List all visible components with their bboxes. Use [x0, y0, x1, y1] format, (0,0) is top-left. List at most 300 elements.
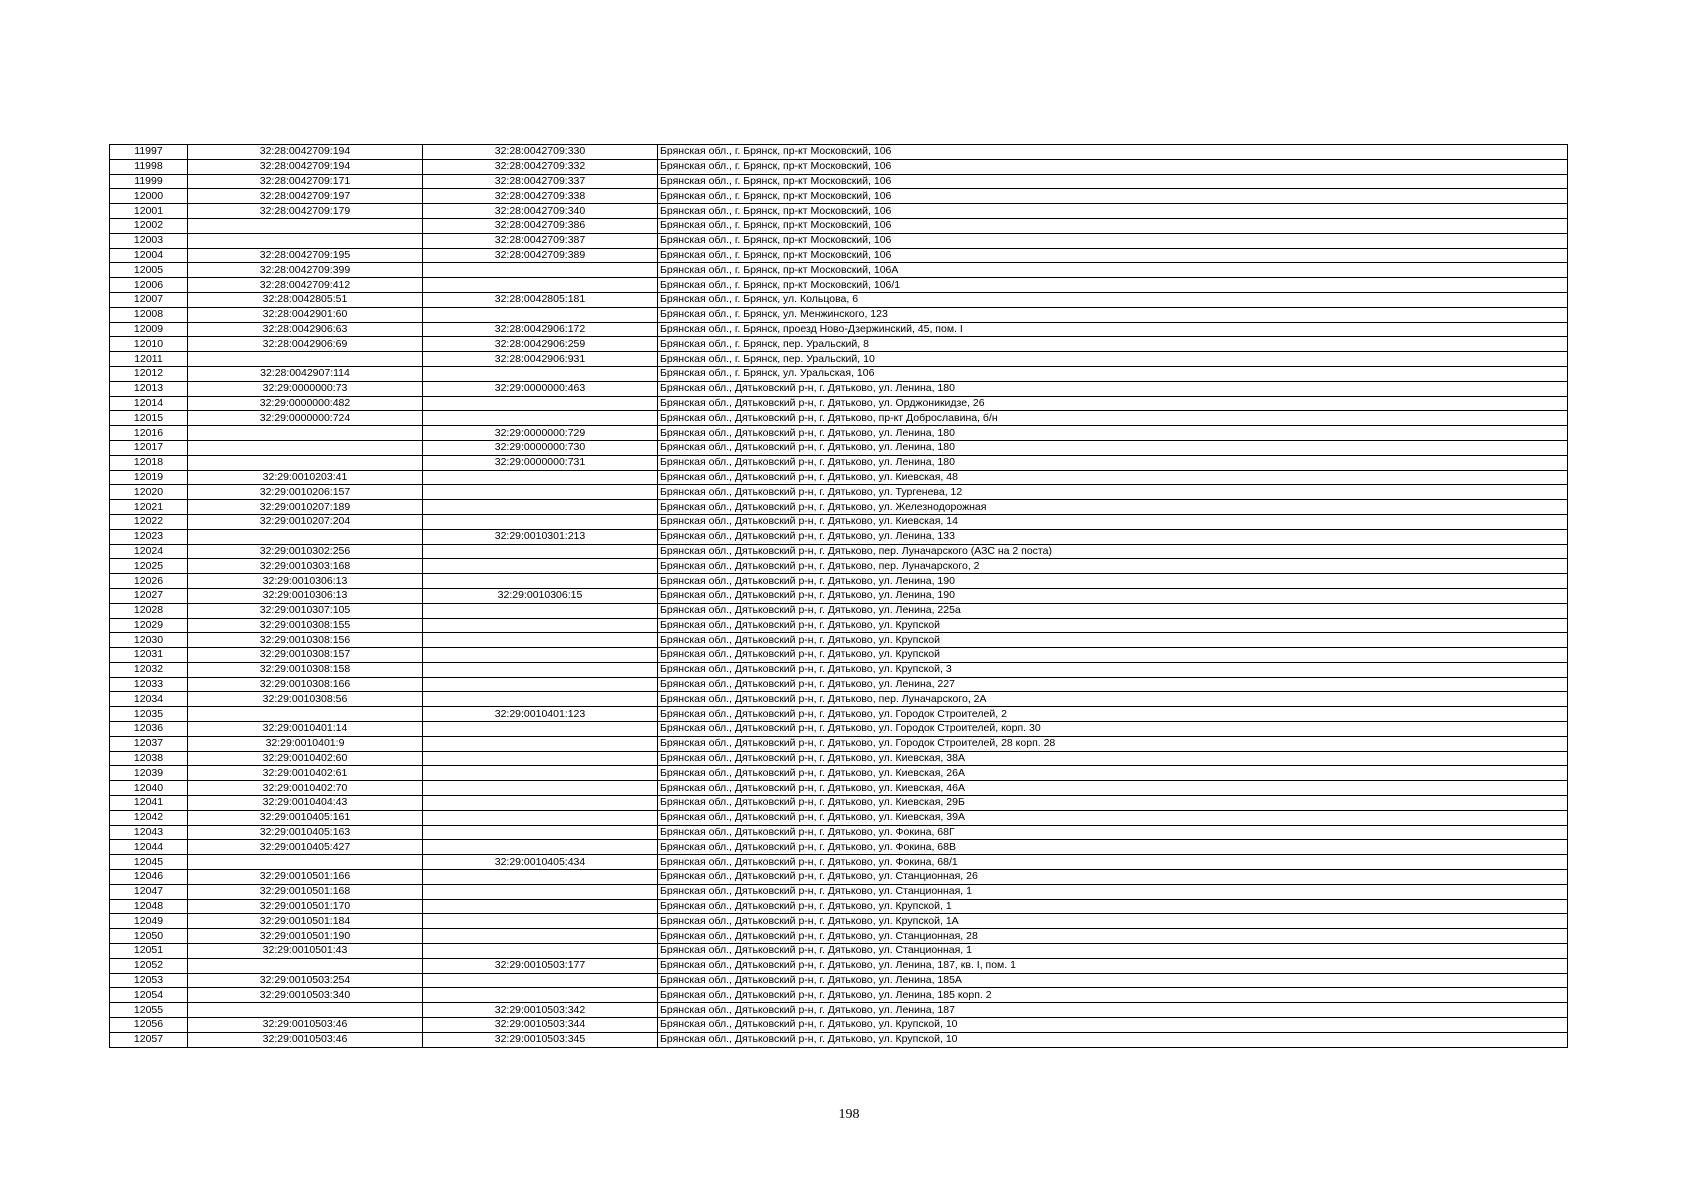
address-cell: Брянская обл., Дятьковский р-н, г. Дятьково, ул. Тургенева, 12: [658, 485, 1568, 500]
row-number-cell: 12043: [110, 825, 188, 840]
cadastral-number-cell: 32:29:0010308:166: [188, 677, 423, 692]
table-row: [110, 870, 1568, 885]
related-cadastral-number-cell: [423, 766, 658, 781]
cadastral-number-cell: 32:28:0042709:399: [188, 263, 423, 278]
related-cadastral-number-cell: 32:28:0042709:332: [423, 159, 658, 174]
address-cell: Брянская обл., Дятьковский р-н, г. Дятьково, ул. Ленина, 180: [658, 455, 1568, 470]
cadastral-number-cell: [188, 352, 423, 367]
related-cadastral-number-cell: [423, 500, 658, 515]
address-cell: Брянская обл., Дятьковский р-н, г. Дятьково, ул. Крупской: [658, 648, 1568, 663]
table-row: [110, 633, 1568, 648]
address-cell: Брянская обл., Дятьковский р-н, г. Дятьково, ул. Крупской, 10: [658, 1018, 1568, 1033]
table-row: [110, 514, 1568, 529]
related-cadastral-number-cell: 32:29:0010503:177: [423, 958, 658, 973]
cadastral-number-cell: 32:29:0010303:168: [188, 559, 423, 574]
row-number-cell: 12037: [110, 736, 188, 751]
cadastral-number-cell: [188, 455, 423, 470]
related-cadastral-number-cell: [423, 278, 658, 293]
table-row: [110, 677, 1568, 692]
cadastral-number-cell: 32:29:0010402:61: [188, 766, 423, 781]
table-row: [110, 781, 1568, 796]
cadastral-number-cell: 32:29:0000000:73: [188, 381, 423, 396]
address-cell: Брянская обл., Дятьковский р-н, г. Дятьково, ул. Городок Строителей, 2: [658, 707, 1568, 722]
cadastral-number-cell: 32:28:0042709:195: [188, 248, 423, 263]
address-cell: Брянская обл., Дятьковский р-н, г. Дятьково, ул. Станционная, 28: [658, 929, 1568, 944]
table-row: [110, 485, 1568, 500]
related-cadastral-number-cell: [423, 307, 658, 322]
related-cadastral-number-cell: 32:29:0010306:15: [423, 588, 658, 603]
row-number-cell: 12021: [110, 500, 188, 515]
table-row: [110, 470, 1568, 485]
table-row: [110, 337, 1568, 352]
related-cadastral-number-cell: 32:29:0010401:123: [423, 707, 658, 722]
related-cadastral-number-cell: [423, 366, 658, 381]
address-cell: Брянская обл., г. Брянск, пр-кт Московский, 106/1: [658, 278, 1568, 293]
row-number-cell: 12044: [110, 840, 188, 855]
row-number-cell: 12053: [110, 973, 188, 988]
row-number-cell: 12027: [110, 588, 188, 603]
address-cell: Брянская обл., Дятьковский р-н, г. Дятьково, ул. Киевская, 29Б: [658, 796, 1568, 811]
address-cell: Брянская обл., Дятьковский р-н, г. Дятьково, ул. Крупской, 3: [658, 662, 1568, 677]
address-cell: Брянская обл., г. Брянск, пр-кт Московский, 106: [658, 159, 1568, 174]
related-cadastral-number-cell: 32:28:0042709:387: [423, 233, 658, 248]
address-cell: Брянская обл., Дятьковский р-н, г. Дятьково, ул. Фокина, 68Г: [658, 825, 1568, 840]
table-row: [110, 722, 1568, 737]
address-cell: Брянская обл., г. Брянск, пр-кт Московский, 106: [658, 204, 1568, 219]
address-cell: Брянская обл., Дятьковский р-н, г. Дятьково, ул. Крупской, 10: [658, 1032, 1568, 1047]
address-cell: Брянская обл., Дятьковский р-н, г. Дятьково, ул. Крупской: [658, 618, 1568, 633]
table-row: [110, 411, 1568, 426]
address-cell: Брянская обл., г. Брянск, пер. Уральский, 10: [658, 352, 1568, 367]
row-number-cell: 12045: [110, 855, 188, 870]
related-cadastral-number-cell: 32:29:0000000:731: [423, 455, 658, 470]
row-number-cell: 12005: [110, 263, 188, 278]
address-cell: Брянская обл., Дятьковский р-н, г. Дятьково, ул. Ленина, 180: [658, 381, 1568, 396]
table-row: [110, 1032, 1568, 1047]
cadastral-number-cell: 32:29:0010206:157: [188, 485, 423, 500]
related-cadastral-number-cell: [423, 618, 658, 633]
table-row: [110, 648, 1568, 663]
table-row: [110, 233, 1568, 248]
row-number-cell: 12026: [110, 574, 188, 589]
related-cadastral-number-cell: [423, 559, 658, 574]
row-number-cell: 12004: [110, 248, 188, 263]
row-number-cell: 12042: [110, 810, 188, 825]
row-number-cell: 12024: [110, 544, 188, 559]
table-row: [110, 662, 1568, 677]
related-cadastral-number-cell: [423, 603, 658, 618]
table-row: [110, 145, 1568, 160]
address-cell: Брянская обл., Дятьковский р-н, г. Дятьково, ул. Станционная, 1: [658, 884, 1568, 899]
address-cell: Брянская обл., Дятьковский р-н, г. Дятьково, ул. Ленина, 180: [658, 426, 1568, 441]
address-cell: Брянская обл., г. Брянск, пр-кт Московский, 106: [658, 189, 1568, 204]
related-cadastral-number-cell: 32:28:0042709:337: [423, 174, 658, 189]
row-number-cell: 12030: [110, 633, 188, 648]
cadastral-number-cell: 32:29:0010308:156: [188, 633, 423, 648]
related-cadastral-number-cell: [423, 884, 658, 899]
row-number-cell: 12020: [110, 485, 188, 500]
cadastral-number-cell: 32:29:0010405:161: [188, 810, 423, 825]
row-number-cell: 12041: [110, 796, 188, 811]
row-number-cell: 11997: [110, 145, 188, 160]
cadastral-number-cell: 32:29:0010302:256: [188, 544, 423, 559]
cadastral-number-cell: 32:29:0010401:14: [188, 722, 423, 737]
table-row: [110, 307, 1568, 322]
cadastral-number-cell: [188, 707, 423, 722]
table-row: [110, 825, 1568, 840]
related-cadastral-number-cell: [423, 574, 658, 589]
cadastral-number-cell: 32:28:0042709:194: [188, 159, 423, 174]
related-cadastral-number-cell: 32:28:0042709:340: [423, 204, 658, 219]
address-cell: Брянская обл., г. Брянск, пр-кт Московский, 106: [658, 218, 1568, 233]
table-row: [110, 855, 1568, 870]
row-number-cell: 12018: [110, 455, 188, 470]
table-row: [110, 426, 1568, 441]
cadastral-table: [109, 144, 1568, 1048]
cadastral-number-cell: 32:29:0010503:46: [188, 1032, 423, 1047]
address-cell: Брянская обл., Дятьковский р-н, г. Дятьково, ул. Ленина, 190: [658, 574, 1568, 589]
related-cadastral-number-cell: [423, 810, 658, 825]
related-cadastral-number-cell: [423, 870, 658, 885]
related-cadastral-number-cell: [423, 692, 658, 707]
table-row: [110, 603, 1568, 618]
row-number-cell: 12039: [110, 766, 188, 781]
table-row: [110, 292, 1568, 307]
row-number-cell: 12051: [110, 944, 188, 959]
cadastral-number-cell: 32:29:0010207:204: [188, 514, 423, 529]
related-cadastral-number-cell: [423, 633, 658, 648]
table-row: [110, 810, 1568, 825]
row-number-cell: 12052: [110, 958, 188, 973]
address-cell: Брянская обл., Дятьковский р-н, г. Дятьково, пер. Луначарского, 2А: [658, 692, 1568, 707]
address-cell: Брянская обл., г. Брянск, пр-кт Московский, 106: [658, 174, 1568, 189]
table-row: [110, 988, 1568, 1003]
cadastral-number-cell: 32:29:0010402:70: [188, 781, 423, 796]
related-cadastral-number-cell: 32:28:0042906:259: [423, 337, 658, 352]
related-cadastral-number-cell: [423, 929, 658, 944]
cadastral-number-cell: 32:28:0042709:412: [188, 278, 423, 293]
row-number-cell: 11998: [110, 159, 188, 174]
address-cell: Брянская обл., Дятьковский р-н, г. Дятьково, ул. Станционная, 26: [658, 870, 1568, 885]
table-row: [110, 381, 1568, 396]
table-row: [110, 189, 1568, 204]
address-cell: Брянская обл., Дятьковский р-н, г. Дятьково, ул. Ленина, 185 корп. 2: [658, 988, 1568, 1003]
table-row: [110, 958, 1568, 973]
table-row: [110, 574, 1568, 589]
related-cadastral-number-cell: [423, 396, 658, 411]
address-cell: Брянская обл., г. Брянск, пр-кт Московский, 106: [658, 233, 1568, 248]
address-cell: Брянская обл., г. Брянск, ул. Уральская, 106: [658, 366, 1568, 381]
address-cell: Брянская обл., Дятьковский р-н, г. Дятьково, пр-кт Доброславина, б/н: [658, 411, 1568, 426]
related-cadastral-number-cell: [423, 840, 658, 855]
address-cell: Брянская обл., Дятьковский р-н, г. Дятьково, ул. Орджоникидзе, 26: [658, 396, 1568, 411]
cadastral-number-cell: 32:29:0010405:427: [188, 840, 423, 855]
cadastral-number-cell: 32:29:0010503:254: [188, 973, 423, 988]
cadastral-number-cell: 32:29:0010405:163: [188, 825, 423, 840]
related-cadastral-number-cell: 32:29:0010405:434: [423, 855, 658, 870]
row-number-cell: 12003: [110, 233, 188, 248]
related-cadastral-number-cell: [423, 485, 658, 500]
related-cadastral-number-cell: [423, 825, 658, 840]
cadastral-number-cell: 32:29:0010501:184: [188, 914, 423, 929]
cadastral-number-cell: 32:29:0010501:166: [188, 870, 423, 885]
address-cell: Брянская обл., Дятьковский р-н, г. Дятьково, ул. Киевская, 46А: [658, 781, 1568, 796]
address-cell: Брянская обл., Дятьковский р-н, г. Дятьково, ул. Городок Строителей, 28 корп. 28: [658, 736, 1568, 751]
row-number-cell: 12008: [110, 307, 188, 322]
cadastral-number-cell: [188, 855, 423, 870]
related-cadastral-number-cell: 32:29:0000000:463: [423, 381, 658, 396]
row-number-cell: 12022: [110, 514, 188, 529]
page-number: 198: [838, 1107, 860, 1122]
table-row: [110, 1003, 1568, 1018]
table-row: [110, 840, 1568, 855]
cadastral-number-cell: 32:29:0010501:190: [188, 929, 423, 944]
row-number-cell: 12025: [110, 559, 188, 574]
related-cadastral-number-cell: 32:28:0042709:386: [423, 218, 658, 233]
row-number-cell: 12028: [110, 603, 188, 618]
related-cadastral-number-cell: [423, 648, 658, 663]
address-cell: Брянская обл., Дятьковский р-н, г. Дятьково, ул. Ленина, 133: [658, 529, 1568, 544]
cadastral-number-cell: 32:28:0042907:114: [188, 366, 423, 381]
cadastral-number-cell: 32:29:0010501:43: [188, 944, 423, 959]
address-cell: Брянская обл., Дятьковский р-н, г. Дятьково, ул. Станционная, 1: [658, 944, 1568, 959]
related-cadastral-number-cell: [423, 914, 658, 929]
cadastral-number-cell: 32:28:0042709:194: [188, 145, 423, 160]
row-number-cell: 12019: [110, 470, 188, 485]
row-number-cell: 12056: [110, 1018, 188, 1033]
table-row: [110, 263, 1568, 278]
row-number-cell: 12035: [110, 707, 188, 722]
cadastral-number-cell: 32:28:0042906:69: [188, 337, 423, 352]
related-cadastral-number-cell: 32:28:0042709:330: [423, 145, 658, 160]
cadastral-number-cell: [188, 529, 423, 544]
row-number-cell: 12032: [110, 662, 188, 677]
table-row: [110, 174, 1568, 189]
row-number-cell: 12014: [110, 396, 188, 411]
address-cell: Брянская обл., г. Брянск, ул. Кольцова, 6: [658, 292, 1568, 307]
table-row: [110, 588, 1568, 603]
row-number-cell: 12010: [110, 337, 188, 352]
table-row: [110, 736, 1568, 751]
table-row: [110, 914, 1568, 929]
cadastral-number-cell: 32:29:0010306:13: [188, 588, 423, 603]
related-cadastral-number-cell: 32:28:0042906:172: [423, 322, 658, 337]
cadastral-number-cell: 32:29:0010308:158: [188, 662, 423, 677]
table-row: [110, 929, 1568, 944]
address-cell: Брянская обл., Дятьковский р-н, г. Дятьково, ул. Городок Строителей, корп. 30: [658, 722, 1568, 737]
related-cadastral-number-cell: [423, 899, 658, 914]
address-cell: Брянская обл., г. Брянск, пер. Уральский, 8: [658, 337, 1568, 352]
cadastral-number-cell: [188, 218, 423, 233]
cadastral-number-cell: [188, 426, 423, 441]
related-cadastral-number-cell: [423, 514, 658, 529]
cadastral-number-cell: 32:29:0010501:170: [188, 899, 423, 914]
cadastral-number-cell: 32:29:0010501:168: [188, 884, 423, 899]
cadastral-number-cell: [188, 440, 423, 455]
row-number-cell: 12049: [110, 914, 188, 929]
row-number-cell: 12023: [110, 529, 188, 544]
address-cell: Брянская обл., Дятьковский р-н, г. Дятьково, ул. Крупской, 1А: [658, 914, 1568, 929]
cadastral-number-cell: 32:29:0010503:46: [188, 1018, 423, 1033]
row-number-cell: 12013: [110, 381, 188, 396]
cadastral-number-cell: 32:29:0010308:56: [188, 692, 423, 707]
address-cell: Брянская обл., Дятьковский р-н, г. Дятьково, ул. Ленина, 185А: [658, 973, 1568, 988]
row-number-cell: 12017: [110, 440, 188, 455]
row-number-cell: 12034: [110, 692, 188, 707]
cadastral-number-cell: 32:28:0042709:197: [188, 189, 423, 204]
address-cell: Брянская обл., Дятьковский р-н, г. Дятьково, пер. Луначарского (АЗС на 2 поста): [658, 544, 1568, 559]
table-body: [110, 145, 1568, 1048]
row-number-cell: 12040: [110, 781, 188, 796]
table-row: [110, 278, 1568, 293]
address-cell: Брянская обл., г. Брянск, пр-кт Московский, 106: [658, 248, 1568, 263]
address-cell: Брянская обл., Дятьковский р-н, г. Дятьково, ул. Фокина, 68В: [658, 840, 1568, 855]
row-number-cell: 11999: [110, 174, 188, 189]
table-row: [110, 899, 1568, 914]
cadastral-number-cell: 32:29:0010401:9: [188, 736, 423, 751]
row-number-cell: 12050: [110, 929, 188, 944]
address-cell: Брянская обл., г. Брянск, пр-кт Московский, 106: [658, 145, 1568, 160]
related-cadastral-number-cell: [423, 263, 658, 278]
related-cadastral-number-cell: [423, 973, 658, 988]
row-number-cell: 12046: [110, 870, 188, 885]
related-cadastral-number-cell: 32:29:0010503:345: [423, 1032, 658, 1047]
address-cell: Брянская обл., Дятьковский р-н, г. Дятьково, ул. Железнодорожная: [658, 500, 1568, 515]
cadastral-number-cell: 32:28:0042709:179: [188, 204, 423, 219]
related-cadastral-number-cell: [423, 544, 658, 559]
cadastral-number-cell: 32:28:0042901:60: [188, 307, 423, 322]
cadastral-number-cell: 32:29:0000000:724: [188, 411, 423, 426]
related-cadastral-number-cell: 32:29:0010503:342: [423, 1003, 658, 1018]
cadastral-number-cell: 32:29:0000000:482: [188, 396, 423, 411]
related-cadastral-number-cell: 32:29:0000000:729: [423, 426, 658, 441]
row-number-cell: 12038: [110, 751, 188, 766]
related-cadastral-number-cell: 32:28:0042805:181: [423, 292, 658, 307]
address-cell: Брянская обл., Дятьковский р-н, г. Дятьково, ул. Киевская, 38А: [658, 751, 1568, 766]
table-row: [110, 440, 1568, 455]
address-cell: Брянская обл., Дятьковский р-н, г. Дятьково, ул. Киевская, 48: [658, 470, 1568, 485]
cadastral-number-cell: 32:29:0010308:157: [188, 648, 423, 663]
address-cell: Брянская обл., Дятьковский р-н, г. Дятьково, ул. Киевская, 26А: [658, 766, 1568, 781]
cadastral-number-cell: 32:29:0010307:105: [188, 603, 423, 618]
table-row: [110, 707, 1568, 722]
row-number-cell: 12009: [110, 322, 188, 337]
table-row: [110, 944, 1568, 959]
related-cadastral-number-cell: [423, 662, 658, 677]
address-cell: Брянская обл., Дятьковский р-н, г. Дятьково, ул. Киевская, 39А: [658, 810, 1568, 825]
row-number-cell: 12029: [110, 618, 188, 633]
related-cadastral-number-cell: 32:28:0042709:389: [423, 248, 658, 263]
row-number-cell: 12001: [110, 204, 188, 219]
related-cadastral-number-cell: [423, 470, 658, 485]
table-row: [110, 692, 1568, 707]
table-row: [110, 766, 1568, 781]
related-cadastral-number-cell: [423, 411, 658, 426]
related-cadastral-number-cell: [423, 722, 658, 737]
table-row: [110, 204, 1568, 219]
row-number-cell: 12048: [110, 899, 188, 914]
table-row: [110, 751, 1568, 766]
table-row: [110, 248, 1568, 263]
related-cadastral-number-cell: [423, 677, 658, 692]
cadastral-number-cell: [188, 958, 423, 973]
address-cell: Брянская обл., Дятьковский р-н, г. Дятьково, ул. Ленина, 180: [658, 440, 1568, 455]
row-number-cell: 12006: [110, 278, 188, 293]
row-number-cell: 12002: [110, 218, 188, 233]
address-cell: Брянская обл., Дятьковский р-н, г. Дятьково, ул. Фокина, 68/1: [658, 855, 1568, 870]
related-cadastral-number-cell: 32:29:0000000:730: [423, 440, 658, 455]
row-number-cell: 12047: [110, 884, 188, 899]
table-row: [110, 396, 1568, 411]
table-row: [110, 352, 1568, 367]
related-cadastral-number-cell: [423, 751, 658, 766]
table-row: [110, 500, 1568, 515]
table-row: [110, 796, 1568, 811]
row-number-cell: 12011: [110, 352, 188, 367]
cadastral-number-cell: 32:29:0010308:155: [188, 618, 423, 633]
row-number-cell: 12015: [110, 411, 188, 426]
related-cadastral-number-cell: 32:29:0010503:344: [423, 1018, 658, 1033]
row-number-cell: 12012: [110, 366, 188, 381]
cadastral-number-cell: 32:29:0010203:41: [188, 470, 423, 485]
address-cell: Брянская обл., Дятьковский р-н, г. Дятьково, ул. Ленина, 187: [658, 1003, 1568, 1018]
address-cell: Брянская обл., Дятьковский р-н, г. Дятьково, ул. Ленина, 190: [658, 588, 1568, 603]
table-row: [110, 159, 1568, 174]
cadastral-number-cell: [188, 233, 423, 248]
address-cell: Брянская обл., Дятьковский р-н, г. Дятьково, ул. Ленина, 225а: [658, 603, 1568, 618]
address-cell: Брянская обл., Дятьковский р-н, г. Дятьково, ул. Крупской, 1: [658, 899, 1568, 914]
table-row: [110, 544, 1568, 559]
related-cadastral-number-cell: 32:28:0042906:931: [423, 352, 658, 367]
address-cell: Брянская обл., Дятьковский р-н, г. Дятьково, ул. Ленина, 227: [658, 677, 1568, 692]
address-cell: Брянская обл., Дятьковский р-н, г. Дятьково, ул. Крупской: [658, 633, 1568, 648]
related-cadastral-number-cell: 32:29:0010301:213: [423, 529, 658, 544]
row-number-cell: 12054: [110, 988, 188, 1003]
cadastral-number-cell: 32:28:0042906:63: [188, 322, 423, 337]
row-number-cell: 12007: [110, 292, 188, 307]
cadastral-number-cell: 32:29:0010404:43: [188, 796, 423, 811]
table-row: [110, 884, 1568, 899]
table-row: [110, 366, 1568, 381]
related-cadastral-number-cell: [423, 944, 658, 959]
related-cadastral-number-cell: [423, 736, 658, 751]
related-cadastral-number-cell: [423, 988, 658, 1003]
address-cell: Брянская обл., г. Брянск, проезд Ново-Дзержинский, 45, пом. I: [658, 322, 1568, 337]
cadastral-number-cell: 32:29:0010503:340: [188, 988, 423, 1003]
address-cell: Брянская обл., г. Брянск, ул. Менжинского, 123: [658, 307, 1568, 322]
row-number-cell: 12055: [110, 1003, 188, 1018]
row-number-cell: 12031: [110, 648, 188, 663]
table-row: [110, 218, 1568, 233]
address-cell: Брянская обл., Дятьковский р-н, г. Дятьково, пер. Луначарского, 2: [658, 559, 1568, 574]
row-number-cell: 12016: [110, 426, 188, 441]
row-number-cell: 12057: [110, 1032, 188, 1047]
row-number-cell: 12036: [110, 722, 188, 737]
table-row: [110, 529, 1568, 544]
related-cadastral-number-cell: [423, 781, 658, 796]
table-row: [110, 559, 1568, 574]
related-cadastral-number-cell: 32:28:0042709:338: [423, 189, 658, 204]
table-row: [110, 1018, 1568, 1033]
table-row: [110, 455, 1568, 470]
cadastral-number-cell: 32:28:0042805:51: [188, 292, 423, 307]
cadastral-number-cell: 32:29:0010207:189: [188, 500, 423, 515]
table-row: [110, 973, 1568, 988]
row-number-cell: 12000: [110, 189, 188, 204]
address-cell: Брянская обл., г. Брянск, пр-кт Московский, 106А: [658, 263, 1568, 278]
cadastral-number-cell: 32:28:0042709:171: [188, 174, 423, 189]
cadastral-number-cell: [188, 1003, 423, 1018]
